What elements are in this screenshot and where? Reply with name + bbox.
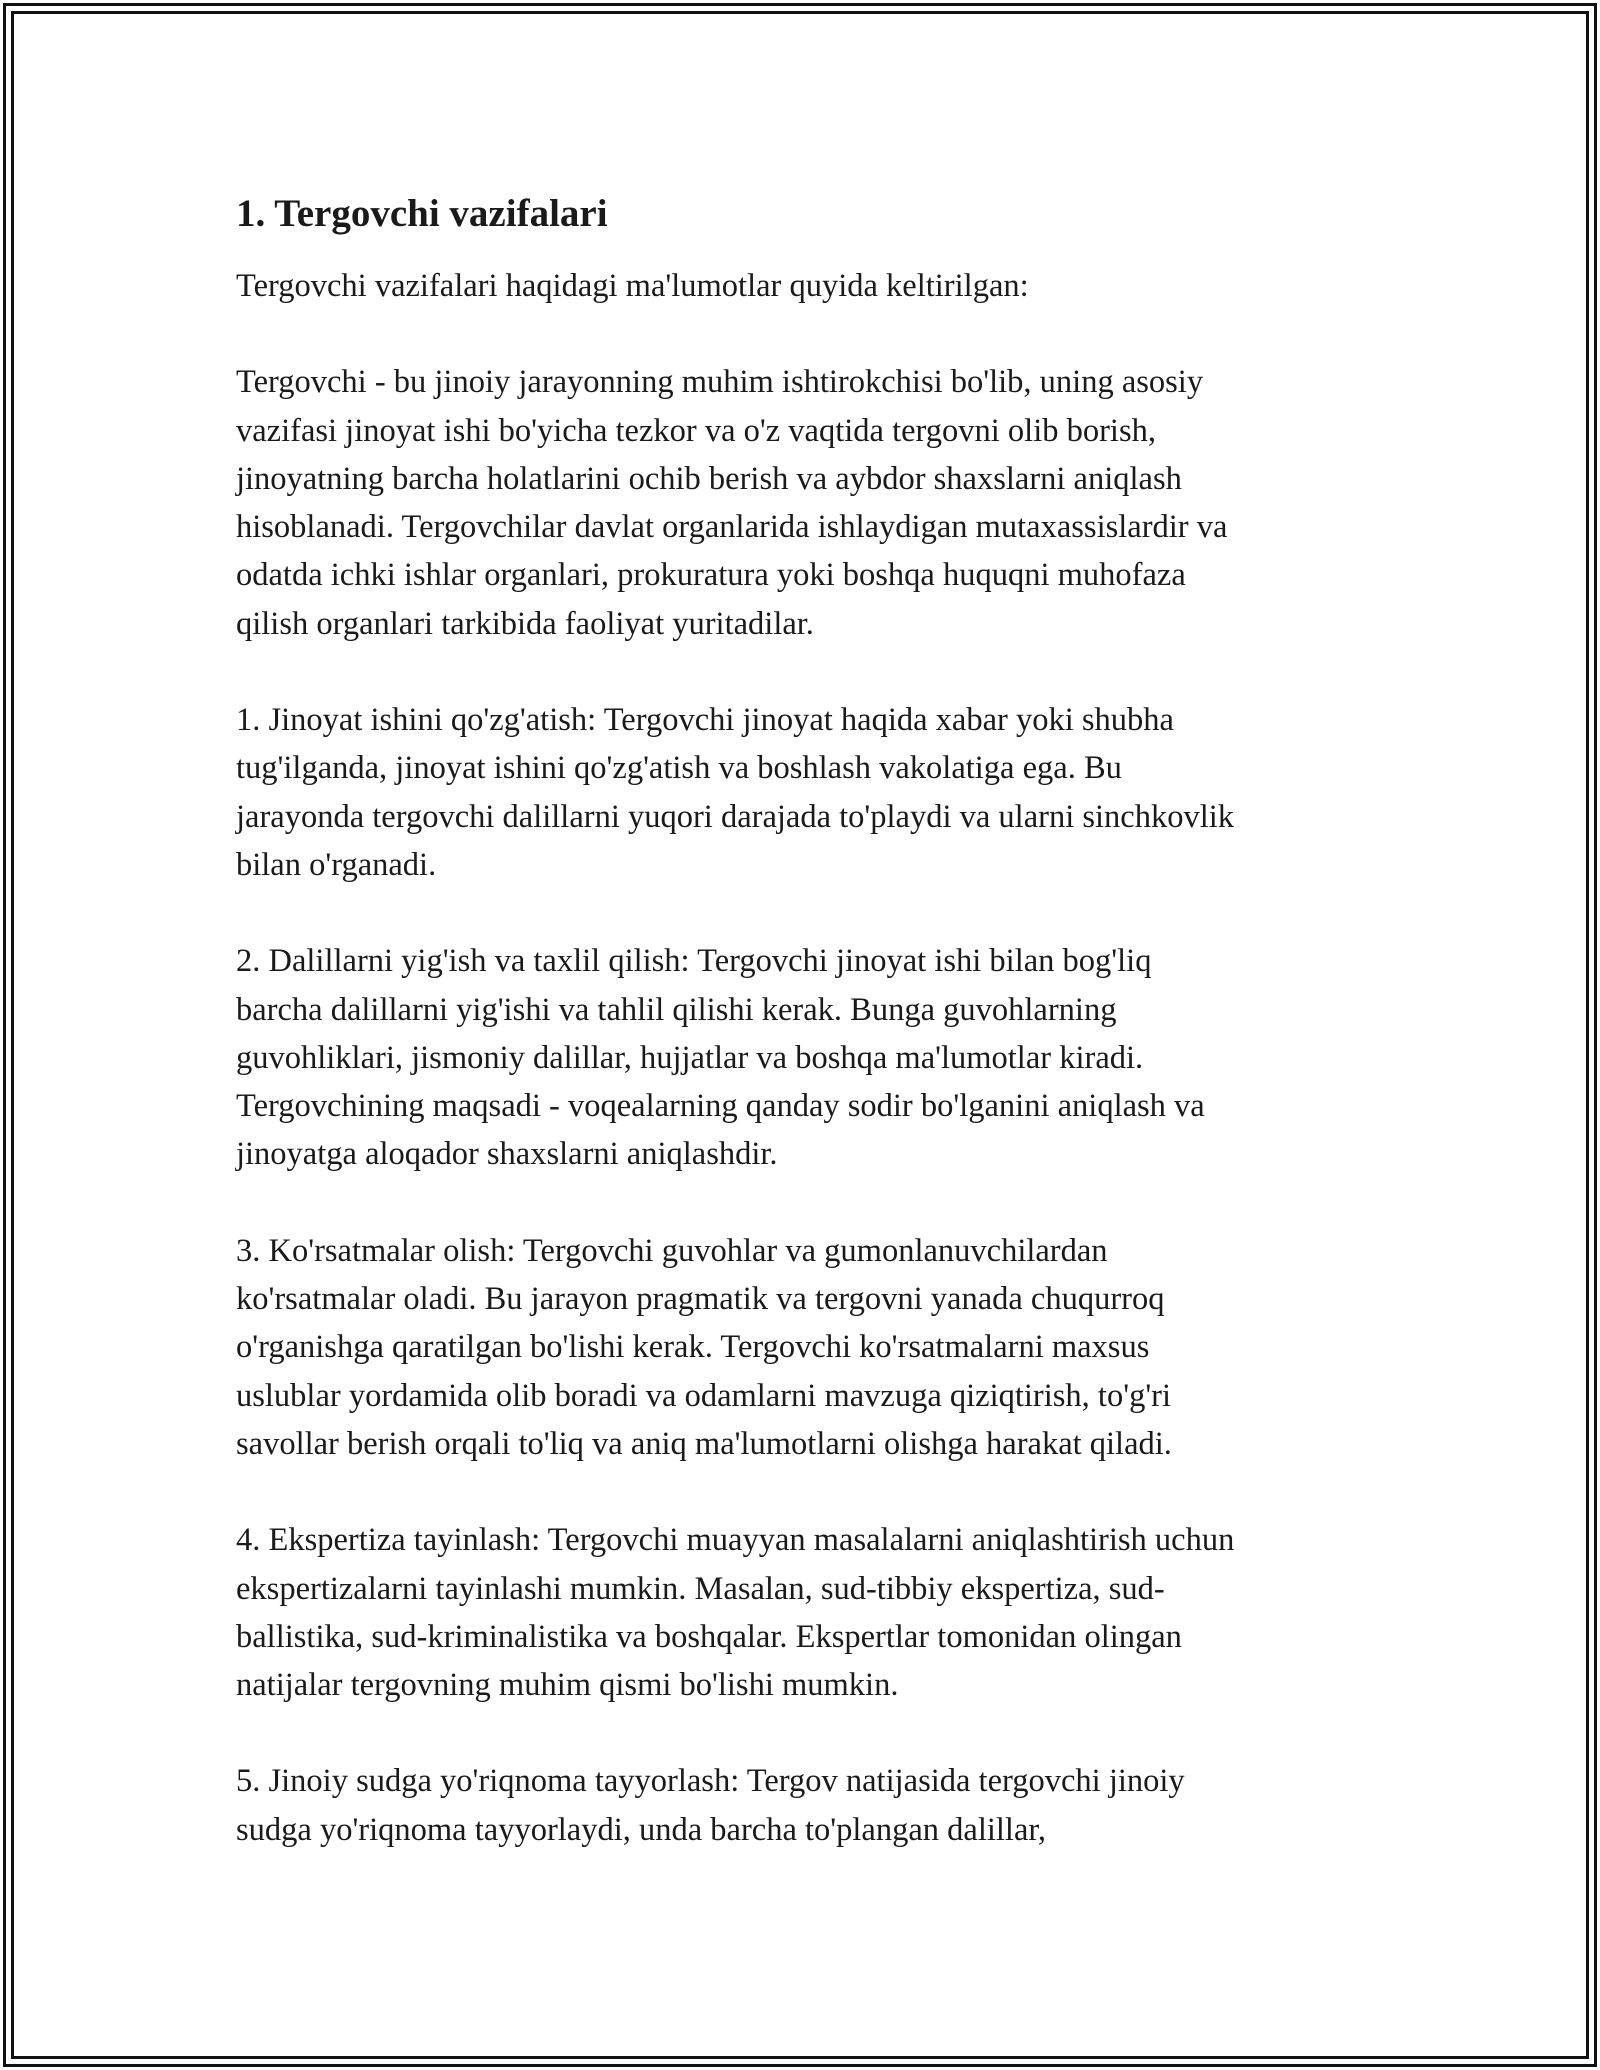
page-title: 1. Tergovchi vazifalari <box>236 192 608 235</box>
paragraph-item-3: 3. Ko'rsatmalar olish: Tergovchi guvohlar va gumonlanuvchilardan ko'rsatmalar oladi. Bu jarayon pragmatik va tergovni yanada chuqurroq o'rganishga qaratilgan bo'lishi kerak. Tergovchi ko'rsatmalarni maxsus uslublar yordamida olib boradi va odamlarni mavzuga qiziqtirish, to'g'ri savollar berish orqali to'liq va aniq ma'lumotlarni olishga harakat qiladi. <box>236 1232 1172 1462</box>
intro-paragraph: Tergovchi vazifalari haqidagi ma'lumotlar quyida keltirilgan: <box>236 268 1029 304</box>
paragraph-overview: Tergovchi - bu jinoiy jarayonning muhim ishtirokchisi bo'lib, uning asosiy vazifasi jinoyat ishi bo'yicha tezkor va o'z vaqtida tergovni olib borish, jinoyatning barcha holatlarini ochib berish va aybdor shaxslarni aniqlash hisoblanadi. Tergovchilar davlat organlarida ishlaydigan mutaxassislardir va odatda ichki ishlar organlari, prokuratura yoki boshqa huquqni muhofaza qilish organlari tarkibida faoliyat yuritadilar. <box>236 364 1228 642</box>
document-body <box>236 188 1376 1902</box>
paragraph-item-4: 4. Ekspertiza tayinlash: Tergovchi muayyan masalalarni aniqlashtirish uchun ekspertizalarni tayinlashi mumkin. Masalan, sud-tibbiy ekspertiza, sud- ballistika, sud-kriminalistika va boshqalar. Ekspertlar tomonidan olingan natijalar tergovning muhim qismi bo'lishi mumkin. <box>236 1522 1235 1704</box>
paragraph-item-5: 5. Jinoiy sudga yo'riqnoma tayyorlash: Tergov natijasida tergovchi jinoiy sudga yo'riqnoma tayyorlaydi, unda barcha to'plangan dalillar, <box>236 1763 1185 1848</box>
paragraph-item-2: 2. Dalillarni yig'ish va taxlil qilish: Tergovchi jinoyat ishi bilan bog'liq barcha dalillarni yig'ishi va tahlil qilishi kerak. Bunga guvohlarning guvohliklari, jismoniy dalillar, hujjatlar va boshqa ma'lumotlar kiradi. Tergovchining maqsadi - voqealarning qanday sodir bo'lganini aniqlash va jinoyatga aloqador shaxslarni aniqlashdir. <box>236 943 1205 1173</box>
paragraph-item-1: 1. Jinoyat ishini qo'zg'atish: Tergovchi jinoyat haqida xabar yoki shubha tug'ilganda, jinoyat ishini qo'zg'atish va boshlash vakolatiga ega. Bu jarayonda tergovchi dalillarni yuqori darajada to'playdi va ularni sinchkovlik bilan o'rganadi. <box>236 702 1235 883</box>
